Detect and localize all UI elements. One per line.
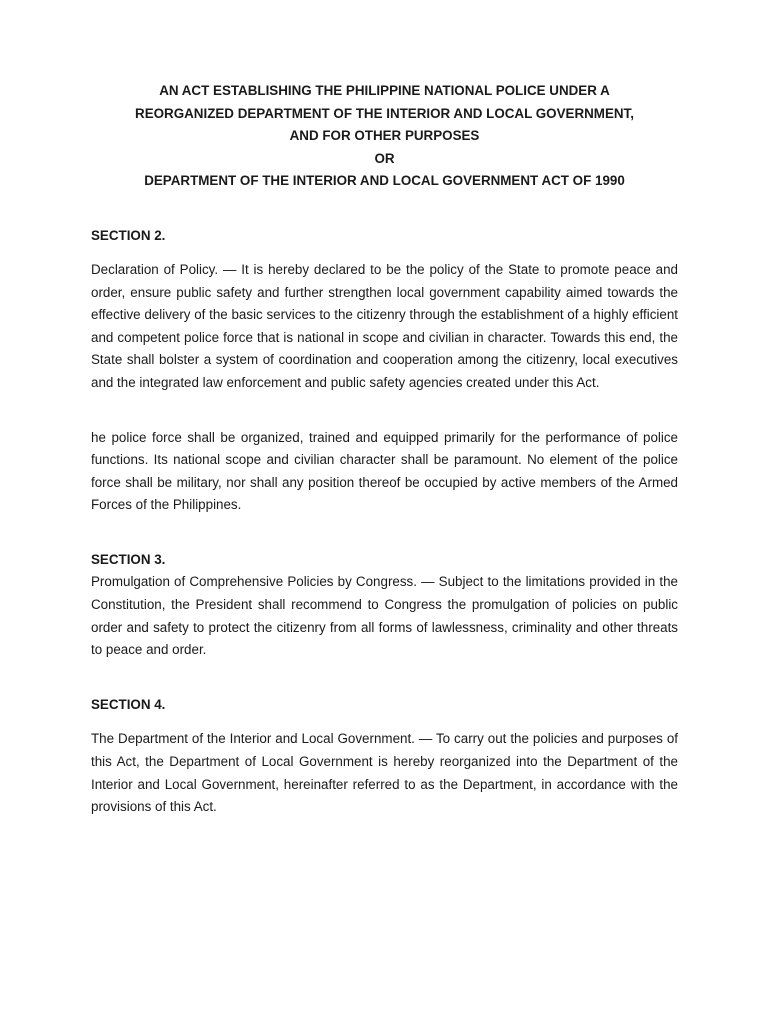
section-heading: SECTION 2. bbox=[91, 227, 166, 243]
title-line: AND FOR OTHER PURPOSES bbox=[289, 128, 480, 143]
section-heading: SECTION 3. bbox=[91, 551, 166, 567]
title-line: REORGANIZED DEPARTMENT OF THE INTERIOR AND LOCAL GOVERNMENT, bbox=[135, 105, 634, 121]
section-3 bbox=[91, 549, 678, 662]
section-paragraph: he police force shall be organized, trained and equipped primarily for the performance of police functions. Its national scope and civilian character shall be paramount. No element of the police force shall be military, nor shall any position thereof be occupied by active members of the Armed Forces of the Philippines. bbox=[91, 429, 678, 513]
title-line: OR bbox=[374, 150, 395, 166]
section-paragraph: Promulgation of Comprehensive Policies by Congress. — Subject to the limitations provided in the Constitution, the President shall recommend to Congress the promulgation of policies on public order and safety to protect the citizenry from all forms of lawlessness, criminality and other threats to peace and order. bbox=[91, 574, 678, 658]
section-paragraph: Declaration of Policy. — It is hereby declared to be the policy of the State to promote peace and order, ensure public safety and further strengthen local government capability aimed towards the effective delivery of the basic services to the citizenry through the establishment of a highly efficient and competent police force that is national in scope and civilian in character. Towards this end, the State shall bolster a system of coordination and cooperation among the citizenry, local executives and the integrated law enforcement and public safety agencies created under this Act. bbox=[91, 262, 678, 390]
title-line: DEPARTMENT OF THE INTERIOR AND LOCAL GOVERNMENT ACT OF 1990 bbox=[144, 173, 625, 188]
section-4 bbox=[91, 694, 678, 819]
title-line: AN ACT ESTABLISHING THE PHILIPPINE NATIONAL POLICE UNDER A bbox=[159, 83, 610, 98]
section-paragraph: The Department of the Interior and Local Government. — To carry out the policies and purposes of this Act, the Department of Local Government is hereby reorganized into the Department of the Interior and Local Government, hereinafter referred to as the Department, in accordance with the provisions of this Act. bbox=[91, 731, 678, 815]
document-title bbox=[91, 80, 678, 193]
section-2 bbox=[91, 225, 678, 517]
section-heading: SECTION 4. bbox=[91, 696, 166, 712]
